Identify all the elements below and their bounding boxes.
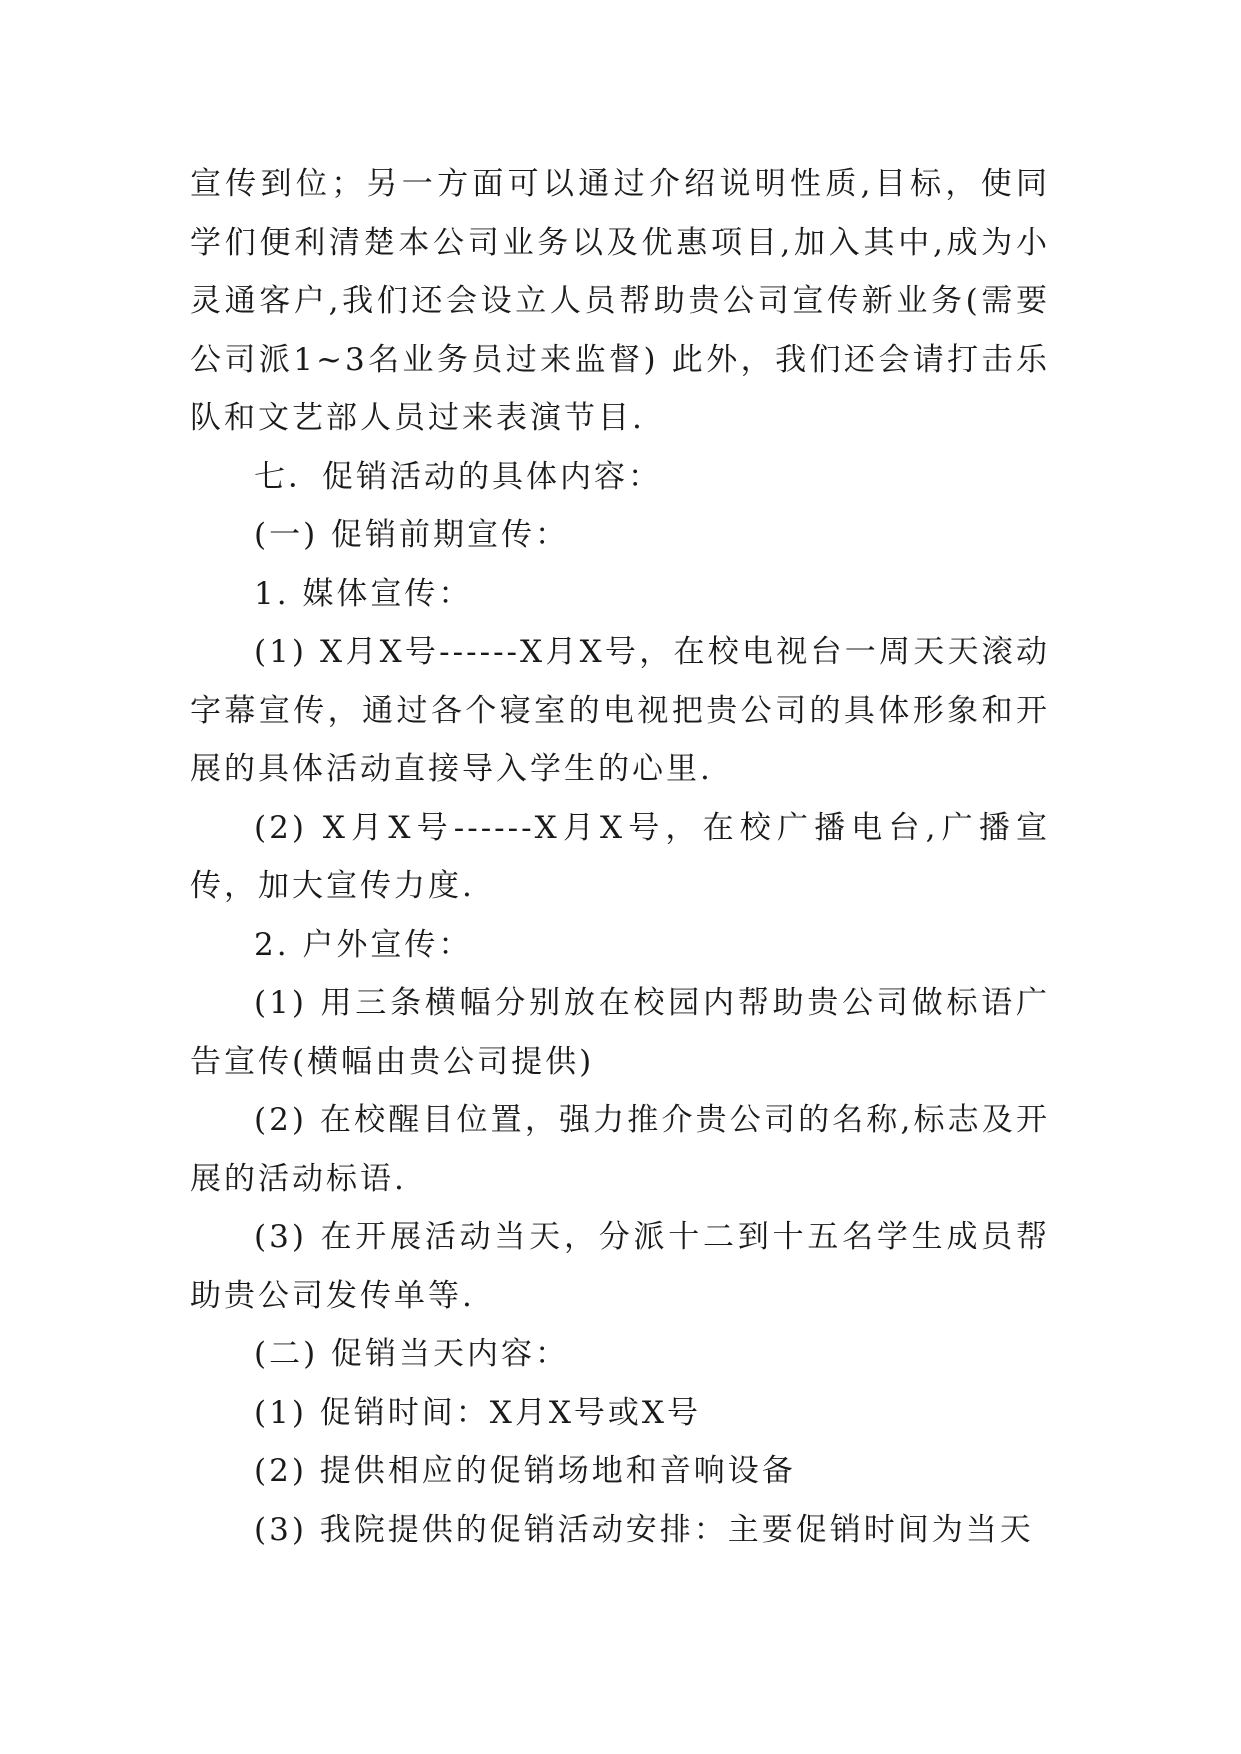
paragraph-day-schedule: (3) 我院提供的促销活动安排：主要促销时间为当天 [254, 1511, 1034, 1548]
paragraph-media-tv: (1) X月X号------X月X号，在校电视台一周天天滚动字幕宣传，通过各个寝室的电视把贵公司的具体形象和开展的具体活动直接导入学生的心里. [190, 634, 1050, 787]
heading-promotion-day: (二) 促销当天内容： [254, 1336, 570, 1372]
heading-section-7: 七．促销活动的具体内容： [254, 458, 662, 495]
paragraph-day-time: (1) 促销时间：X月X号或X号 [254, 1394, 701, 1431]
paragraph-outdoor-banners: (1) 用三条横幅分别放在校园内帮助贵公司做标语广告宣传(横幅由贵公司提供) [190, 985, 1050, 1080]
heading-media-publicity: 1. 媒体宣传： [254, 575, 473, 612]
paragraph-outdoor-signage: (2) 在校醒目位置，强力推介贵公司的名称,标志及开展的活动标语. [190, 1102, 1050, 1197]
paragraph-media-radio: (2) X月X号------X月X号，在校广播电台,广播宣传，加大宣传力度. [190, 809, 1050, 904]
heading-outdoor-publicity: 2. 户外宣传： [254, 926, 473, 963]
heading-pre-promotion: (一) 促销前期宣传： [254, 517, 570, 553]
paragraph-continuation: 宣传到位；另一方面可以通过介绍说明性质,目标，使同学们便利清楚本公司业务以及优惠项目,加入其中,成为小灵通客户,我们还会设立人员帮助贵公司宣传新业务(需要公司派1~3名业务员过来监督) 此外，我们还会请打击乐队和文艺部人员过来表演节目. [190, 166, 1050, 436]
paragraph-day-venue: (2) 提供相应的促销场地和音响设备 [254, 1453, 796, 1489]
paragraph-outdoor-flyers: (3) 在开展活动当天，分派十二到十五名学生成员帮助贵公司发传单等. [190, 1219, 1050, 1314]
document-body [190, 155, 1050, 1559]
